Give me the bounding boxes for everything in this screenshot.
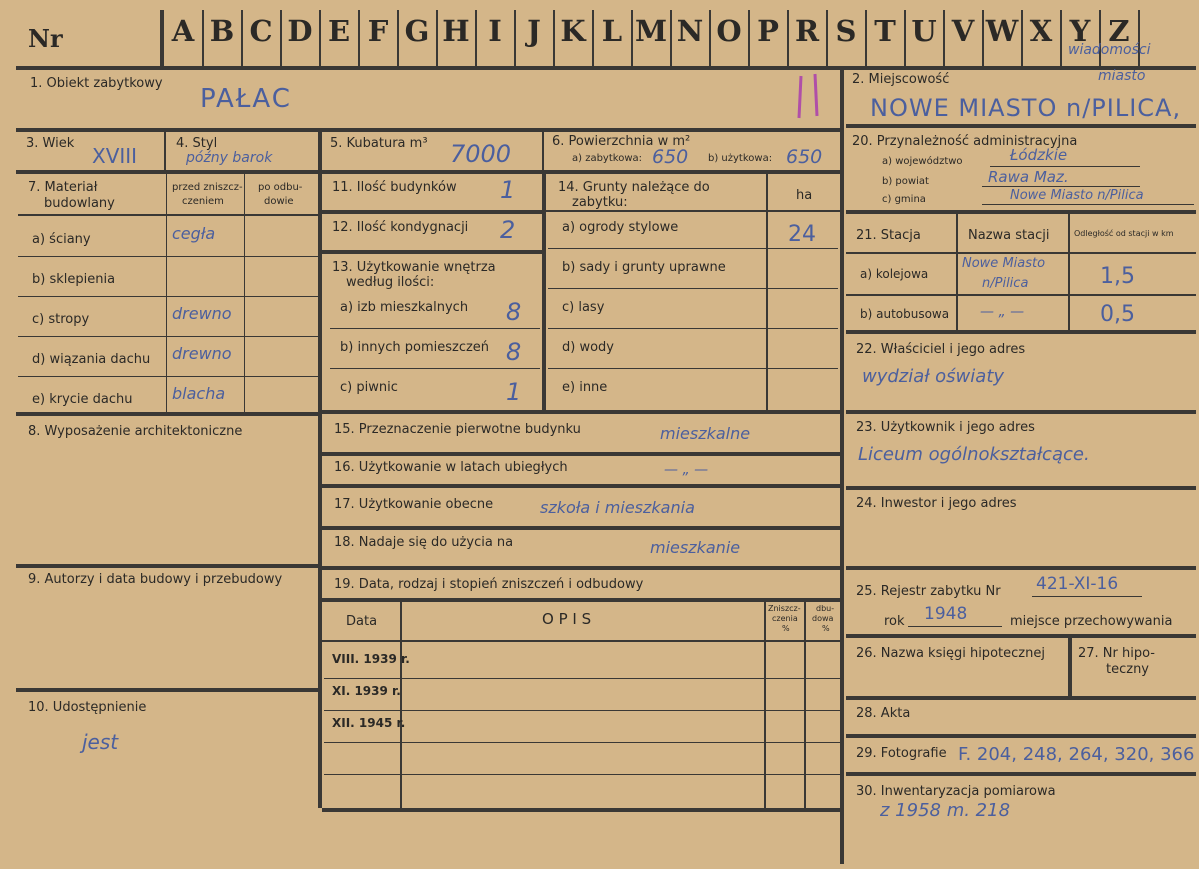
field-19-col-destroy-1: Zniszcz- (768, 604, 801, 613)
letter-v: V (951, 14, 975, 48)
letter-d: D (287, 14, 313, 48)
field-15-label: 15. Przeznaczenie pierwotne budynku (334, 422, 581, 437)
field-14-unit: ha (796, 188, 813, 203)
field-21b-dist: 0,5 (1100, 302, 1135, 327)
field-20a-value: Łódzkie (1010, 146, 1068, 164)
rule-29 (846, 772, 1196, 776)
rule-right-row3 (846, 210, 1196, 214)
field-19-row-date: XII. 1945 r. (332, 716, 406, 730)
letter-g: G (404, 14, 430, 48)
field-7-col1-line1: przed zniszcz- (172, 182, 243, 193)
field-7-row-label: d) wiązania dachu (32, 352, 151, 367)
field-26-label: 26. Nazwa księgi hipotecznej (856, 646, 1045, 661)
field-19-row-date: XI. 1939 r. (332, 684, 401, 698)
field-22-value: wydział oświaty (862, 366, 1005, 387)
rule-20b (982, 186, 1140, 187)
field-2-note: miasto (1098, 68, 1146, 84)
field-14-row-label: a) ogrody stylowe (562, 220, 679, 235)
field-22-label: 22. Właściciel i jego adres (856, 342, 1026, 357)
field-13-label-2: według ilości: (346, 275, 435, 290)
rule-8-bottom (16, 564, 320, 568)
field-16-value: — „ — (664, 462, 709, 478)
field-9-label: 9. Autorzy i data budowy i przebudowy (28, 572, 283, 587)
divider-5-6 (542, 132, 544, 172)
corner-note: wiadomości (1068, 42, 1151, 58)
divider-3-4 (164, 132, 166, 172)
divider-13-14 (542, 172, 546, 414)
field-13-label-1: 13. Użytkowanie wnętrza (332, 260, 496, 275)
field-25-place-label: miejsce przechowywania (1010, 614, 1173, 629)
field-25-label: 25. Rejestr zabytku Nr (856, 584, 1001, 599)
field-19-row-rule (324, 710, 840, 711)
field-13-row-value: 8 (506, 298, 522, 326)
field-7-row-value: drewno (172, 304, 232, 323)
field-23-value: Liceum ogólnokształcące. (858, 444, 1090, 465)
rule-21-bottom (846, 330, 1196, 334)
field-7-header-rule (18, 214, 318, 216)
field-19-header-rule (322, 640, 842, 642)
field-30-value: z 1958 m. 218 (880, 800, 1011, 821)
field-15-value: mieszkalne (660, 424, 751, 443)
rule-23 (846, 486, 1196, 490)
field-19-col-divider-2 (764, 600, 766, 810)
field-7-row-label: e) krycie dachu (32, 392, 133, 407)
field-29-label: 29. Fotografie (856, 746, 947, 761)
letter-l: L (601, 14, 623, 48)
rule-25 (846, 634, 1196, 638)
header-divider (160, 10, 164, 68)
field-21a-name-2: n/Pilica (982, 276, 1029, 291)
rule-24 (846, 566, 1196, 570)
field-25-value: 421-XI-16 (1036, 574, 1119, 594)
field-19-row-rule (324, 774, 840, 775)
field-16-label: 16. Użytkowanie w latach ubiegłych (334, 460, 568, 475)
field-14-row-rule (548, 328, 838, 329)
left-column-divider (318, 128, 322, 808)
field-14-row-rule (548, 288, 838, 289)
letter-r: R (794, 14, 820, 48)
field-21-header-rule (846, 252, 1196, 254)
field-7-row-rule (18, 296, 318, 297)
field-19-col-date: Data (346, 614, 378, 629)
field-14-row-label: c) lasy (562, 300, 605, 315)
field-11-value: 1 (500, 176, 516, 204)
field-21a-dist: 1,5 (1100, 264, 1135, 289)
field-4-value: późny barok (186, 150, 273, 166)
field-19-label: 19. Data, rodzaj i stopień zniszczeń i odbudowy (334, 577, 644, 592)
field-20c-label: c) gmina (882, 194, 926, 205)
field-14-label-2: zabytku: (572, 195, 628, 210)
letter-j: J (527, 14, 541, 48)
rule-19-bottom (322, 808, 842, 812)
field-25-year-value: 1948 (924, 604, 968, 624)
field-23-label: 23. Użytkownik i jego adres (856, 420, 1035, 435)
field-19-col-destroy-3: % (782, 624, 790, 633)
field-2-value: NOWE MIASTO n/PILICA, (870, 94, 1182, 122)
rule-15 (322, 452, 842, 456)
letter-f: F (367, 14, 389, 48)
field-19-col-divider-3 (804, 600, 806, 810)
field-7-row-rule (18, 376, 318, 377)
field-21-label: 21. Stacja (856, 228, 921, 243)
field-6-label: 6. Powierzchnia w m² (552, 134, 691, 149)
field-20a-label: a) województwo (882, 156, 963, 167)
field-6a-label: a) zabytkowa: (572, 153, 642, 164)
rule-18 (322, 566, 842, 570)
letter-p: P (757, 14, 779, 48)
field-1-value: PAŁAC (200, 84, 292, 114)
divider-26-27 (1068, 636, 1072, 698)
letter-o: O (716, 14, 742, 48)
letter-m: M (634, 14, 668, 48)
letter-k: K (560, 14, 586, 48)
field-18-value: mieszkanie (650, 538, 741, 557)
header-rule (16, 66, 1196, 70)
field-27-label-1: 27. Nr hipo- (1078, 646, 1155, 661)
field-29-value: F. 204, 248, 264, 320, 366 (958, 744, 1195, 765)
letter-h: H (442, 14, 470, 48)
field-19-row-rule (324, 742, 840, 743)
letter-y: Y (1069, 14, 1091, 48)
rule-row3 (16, 170, 842, 174)
field-7-row-value: blacha (172, 384, 226, 403)
field-7-row-rule (18, 256, 318, 257)
marker-strokes (795, 72, 825, 122)
field-14-row-label: d) wody (562, 340, 614, 355)
field-13-row-label: a) izb mieszkalnych (340, 300, 469, 315)
field-14-header-rule (546, 210, 840, 212)
rule-17 (322, 526, 842, 530)
field-5-value: 7000 (450, 140, 512, 168)
letter-t: T (874, 14, 896, 48)
rule-25-nr (1032, 596, 1142, 597)
field-20c-value: Nowe Miasto n/Pilica (1010, 188, 1144, 203)
field-6b-value: 650 (786, 146, 823, 168)
rule-row-14-bottom (322, 410, 842, 414)
field-7-row-label: b) sklepienia (32, 272, 116, 287)
field-30-label: 30. Inwentaryzacja pomiarowa (856, 784, 1056, 799)
field-21b-name: — „ — (980, 304, 1025, 320)
field-21-col-divider-1 (956, 214, 958, 330)
field-13-row-label: c) piwnic (340, 380, 398, 395)
field-7-col2-line2: dowie (264, 196, 294, 207)
letter-z: Z (1108, 14, 1130, 48)
field-25-year-label: rok (884, 614, 905, 629)
field-4-label: 4. Styl (176, 136, 218, 151)
rule-12 (322, 250, 544, 254)
field-13-row-label: b) innych pomieszczeń (340, 340, 490, 355)
rule-28 (846, 734, 1196, 738)
field-7-row-rule (18, 336, 318, 337)
field-20b-label: b) powiat (882, 176, 929, 187)
letter-i: I (488, 14, 502, 48)
field-3-label: 3. Wiek (26, 136, 75, 151)
letter-b: B (209, 14, 235, 48)
field-3-value: XVIII (92, 144, 138, 168)
field-13-row-value: 8 (506, 338, 522, 366)
field-14-label-1: 14. Grunty należące do (558, 180, 710, 195)
field-13-row-value: 1 (506, 378, 522, 406)
field-28-label: 28. Akta (856, 706, 911, 721)
field-14-row-rule (548, 248, 838, 249)
field-14-row-rule (548, 368, 838, 369)
letter-w: W (985, 14, 1019, 48)
rule-22-bottom (846, 410, 1196, 414)
field-7-col2-line1: po odbu- (258, 182, 303, 193)
field-6a-value: 650 (652, 146, 689, 168)
field-21b-label: b) autobusowa (860, 307, 950, 321)
nr-label: Nr (28, 24, 63, 53)
field-21-col-dist: Odległość od stacji w km (1074, 229, 1174, 238)
field-21a-label: a) kolejowa (860, 267, 929, 281)
rule-20c (982, 204, 1194, 205)
field-14-row-label: e) inne (562, 380, 608, 395)
field-11-label: 11. Ilość budynków (332, 180, 457, 195)
rule-9-bottom (16, 688, 320, 692)
field-21-col-name: Nazwa stacji (968, 228, 1050, 243)
letter-c: C (249, 14, 273, 48)
right-column-divider (840, 66, 844, 864)
letter-a: A (171, 14, 195, 48)
field-17-value: szkoła i mieszkania (540, 498, 695, 517)
field-27-label-2: teczny (1106, 662, 1149, 677)
field-1-label: 1. Obiekt zabytkowy (30, 76, 163, 91)
field-7-col1-line2: czeniem (182, 196, 224, 207)
field-19-col-destroy-2: czenia (772, 614, 798, 623)
field-13-row-rule (330, 328, 540, 329)
field-18-label: 18. Nadaje się do użycia na (334, 535, 514, 550)
field-21-row-rule (846, 294, 1196, 296)
field-19-col-rebuild-2: dowa (812, 614, 834, 623)
field-19-col-divider-1 (400, 600, 402, 810)
rule-26 (846, 696, 1196, 700)
field-7-label-2: budowlany (44, 196, 115, 211)
field-13-row-rule (330, 368, 540, 369)
field-7-row-label: c) stropy (32, 312, 90, 327)
rule-row2 (16, 128, 842, 132)
field-19-col-rebuild-1: dbu- (816, 604, 835, 613)
field-7-row-value: cegła (172, 224, 216, 243)
rule-16 (322, 484, 842, 488)
letter-s: S (835, 14, 857, 48)
rule-field-7-bottom (16, 412, 320, 416)
letter-n: N (676, 14, 704, 48)
field-20-label: 20. Przynależność administracyjna (852, 134, 1078, 149)
letter-separator (1138, 10, 1140, 68)
rule-11 (322, 210, 544, 214)
field-24-label: 24. Inwestor i jego adres (856, 496, 1017, 511)
field-19-row-date: VIII. 1939 r. (332, 652, 410, 666)
field-7-label-1: 7. Materiał (28, 180, 98, 195)
field-6b-label: b) użytkowa: (708, 153, 773, 164)
field-20b-value: Rawa Maz. (988, 168, 1069, 186)
field-10-value: jest (82, 730, 119, 754)
field-21-col-divider-2 (1068, 214, 1070, 330)
field-14-row-value: 24 (788, 222, 816, 247)
field-14-col-divider (766, 172, 768, 412)
field-2-label: 2. Miejscowość (852, 72, 950, 87)
field-8-label: 8. Wyposażenie architektoniczne (28, 424, 243, 439)
field-14-row-label: b) sady i grunty uprawne (562, 260, 726, 275)
field-12-value: 2 (500, 216, 516, 244)
field-7-row-label: a) ściany (32, 232, 91, 247)
field-7-row-value: drewno (172, 344, 232, 363)
field-19-col-rebuild-3: % (822, 624, 830, 633)
field-5-label: 5. Kubatura m³ (330, 136, 428, 151)
letter-e: E (327, 14, 351, 48)
rule-right-row2 (846, 124, 1196, 128)
letter-x: X (1029, 14, 1053, 48)
field-12-label: 12. Ilość kondygnacji (332, 220, 469, 235)
letter-u: U (911, 14, 937, 48)
rule-20a (990, 166, 1140, 167)
field-19-row-rule (324, 678, 840, 679)
field-10-label: 10. Udostępnienie (28, 700, 147, 715)
field-17-label: 17. Użytkowanie obecne (334, 497, 494, 512)
field-21a-name-1: Nowe Miasto (962, 256, 1046, 271)
rule-25-year (908, 626, 1002, 627)
field-19-col-desc: O P I S (542, 610, 592, 628)
